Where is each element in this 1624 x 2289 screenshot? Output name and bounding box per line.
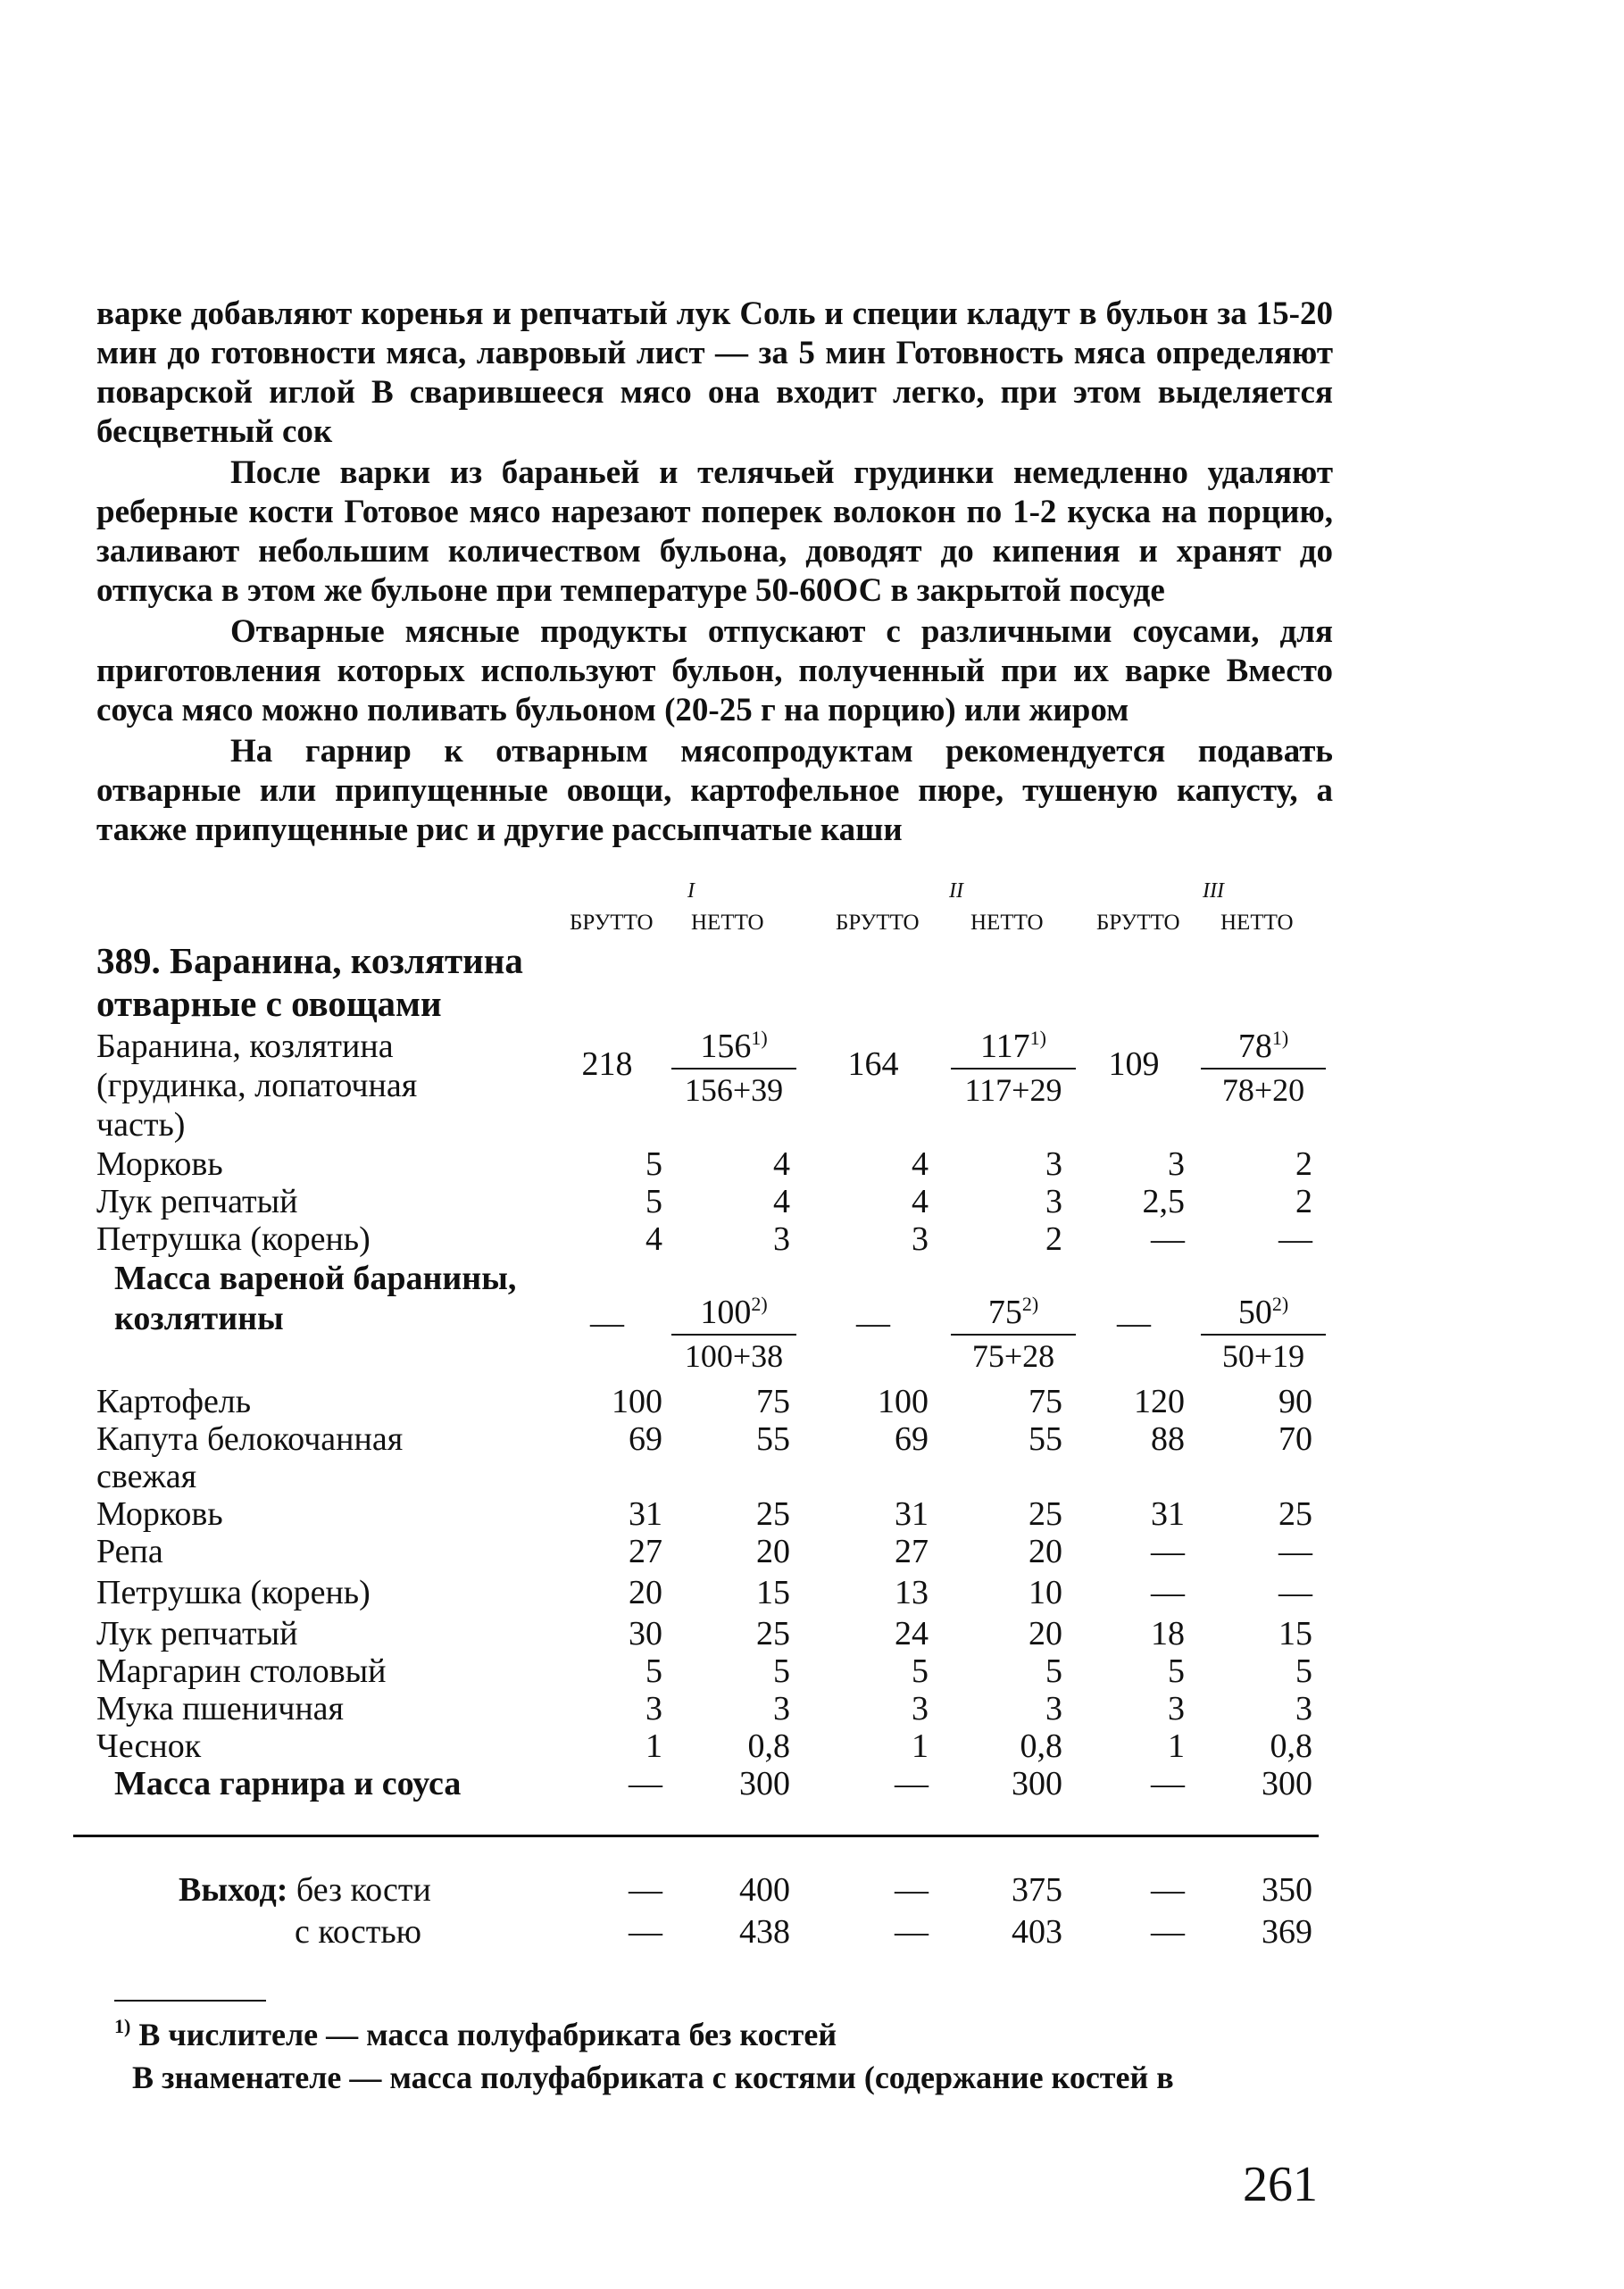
cell-value: 100 [878,1383,929,1420]
cell-value: — [1151,1765,1185,1802]
cell-value: 300 [1012,1765,1062,1802]
paragraph-3: Отварные мясные продукты отпускают с различными соусами, для приготовления которых используют бульон, полученный при их варке Вместо соуса мясо можно поливать бульоном (20-25 г на порцию) или жиром [96,613,1333,728]
footnote-2: В знаменателе — масса полуфабриката с костями (содержание костей в [132,2060,1174,2095]
netto-header: НЕТТО [1220,911,1294,935]
cell-value: 3 [1168,1690,1185,1727]
column-group-2: II [949,879,963,903]
yield-value: 369 [1262,1913,1312,1951]
yield-label-rest: без кости [287,1871,431,1909]
cell-value: 25 [1029,1495,1062,1533]
body-text [96,295,1333,852]
cell-value: — [629,1765,662,1802]
cell-value: 5 [773,1652,790,1690]
cell-value: 4 [773,1183,790,1220]
meat-brutto: 109 [1108,1045,1160,1083]
recipe-title: 389. Баранина, козлятина [96,940,523,981]
boiled-netto-denominator: 100+38 [684,1338,784,1374]
cell-value: 0,8 [747,1727,790,1765]
cell-value: 24 [895,1615,929,1652]
row-label: Картофель [96,1383,252,1420]
cell-value: 1 [912,1727,929,1765]
cell-value: 15 [1278,1615,1312,1652]
cell-value: 75 [756,1383,790,1420]
cell-value: 88 [1151,1420,1185,1458]
footnote-ref: 1) [751,1027,768,1049]
footnote-ref: 1) [1271,1027,1289,1049]
cell-value: 5 [1168,1652,1185,1690]
cell-value: 25 [1278,1495,1312,1533]
fraction-bar [671,1334,796,1336]
boiled-netto-denominator: 50+19 [1221,1338,1305,1374]
cell-value: 3 [1168,1145,1185,1183]
cell-value: 3 [645,1690,662,1727]
cell-value: 20 [1029,1615,1062,1652]
row-label: Чеснок [96,1727,202,1765]
row-label: Масса гарнира и соуса [114,1765,462,1802]
fraction-bar [951,1068,1076,1070]
cell-value: 2 [1045,1220,1062,1258]
cell-value: 55 [1029,1420,1062,1458]
cell-value: 0,8 [1270,1727,1312,1765]
footnote-ref: 2) [1021,1293,1039,1315]
row-label: Лук репчатый [96,1615,298,1652]
row-label-boiled: козлятины [114,1300,284,1337]
boiled-netto-numerator: 50$^{2)}$ [1237,1293,1289,1331]
cell-value: 5 [645,1652,662,1690]
cell-value: 25 [756,1495,790,1533]
fraction-bar [951,1334,1076,1336]
footnote-ref: 2) [1271,1293,1289,1315]
cell-value: 3 [912,1220,929,1258]
cell-value: 10 [1029,1574,1062,1611]
yield-value: 403 [1012,1913,1062,1951]
row-label: Петрушка (корень) [96,1220,371,1258]
cell-value: 5 [645,1183,662,1220]
boiled-netto-numerator: 100$^{2)}$ [700,1293,768,1331]
recipe-subtitle: отварные с овощами [96,983,442,1024]
cell-value: 2 [1295,1145,1312,1183]
yield-label [179,1870,431,1910]
cell-value: 18 [1151,1615,1185,1652]
cell-value: 31 [1151,1495,1185,1533]
cell-value: 25 [756,1615,790,1652]
cell-value: 5 [645,1145,662,1183]
fraction-bar [671,1068,796,1070]
cell-value: 5 [912,1652,929,1690]
netto-header: НЕТТО [691,911,764,935]
footnote-line-1: В числителе — масса полуфабриката без костей [130,2017,837,2052]
row-label: Морковь [96,1145,223,1183]
cell-value: 300 [739,1765,790,1802]
cell-value: 5 [1045,1652,1062,1690]
cell-value: 20 [629,1574,662,1611]
row-label: Маргарин столовый [96,1652,387,1690]
fraction-bar [1201,1068,1326,1070]
yield-label-bone: с костью [295,1913,422,1951]
cell-value: 69 [895,1420,929,1458]
yield-value: 375 [1012,1871,1062,1909]
cell-value: 4 [645,1220,662,1258]
boiled-netto [671,1293,796,1375]
yield-value: — [895,1913,929,1951]
meat-netto-numerator: 78$^{1)}$ [1237,1027,1289,1065]
cell-value: 5 [1295,1652,1312,1690]
brutto-header: БРУТТО [1096,911,1180,935]
footnote-mark: 1) [114,2015,131,2037]
footnote-rule [114,2000,266,2002]
meat-netto-denominator: 156+39 [684,1072,784,1108]
cell-value: — [1151,1533,1185,1570]
cell-value: 3 [1045,1145,1062,1183]
cell-value: — [1278,1533,1312,1570]
row-label: Репа [96,1533,163,1570]
yield-value: — [1151,1913,1185,1951]
cell-value: 90 [1278,1383,1312,1420]
cell-value: 0,8 [1020,1727,1062,1765]
yield-value: — [1151,1871,1185,1909]
cell-value: 20 [1029,1533,1062,1570]
cell-value: 1 [1168,1727,1185,1765]
cell-value: 75 [1029,1383,1062,1420]
cell-value: 69 [629,1420,662,1458]
meat-brutto: 218 [581,1045,633,1083]
cell-value: 27 [895,1533,929,1570]
boiled-brutto: — [856,1304,890,1342]
table-rule [73,1835,1319,1837]
boiled-brutto: — [590,1304,624,1342]
cell-value: 4 [912,1145,929,1183]
cell-value: 31 [895,1495,929,1533]
meat-netto [951,1027,1076,1109]
yield-value: 400 [739,1871,790,1909]
footnote-ref: 1) [1029,1027,1046,1049]
row-label: Петрушка (корень) [96,1574,371,1611]
meat-netto-numerator: 156$^{1)}$ [700,1027,768,1065]
cell-value: 3 [1045,1690,1062,1727]
cell-value: — [1151,1574,1185,1611]
paragraph-4: На гарнир к отварным мясопродуктам рекомендуется подавать отварные или припущенные овощи, картофельное пюре, тушеную капусту, а также припущенные рис и другие рассыпчатые каши [96,733,1333,848]
meat-netto-denominator: 117+29 [964,1072,1062,1108]
brutto-header: БРУТТО [836,911,920,935]
yield-value: — [629,1913,662,1951]
yield-value: 438 [739,1913,790,1951]
cell-value: 20 [756,1533,790,1570]
cell-value: 55 [756,1420,790,1458]
footnote-1 [114,2016,837,2053]
yield-value: — [629,1871,662,1909]
cell-value: 2,5 [1142,1183,1185,1220]
row-label: Лук репчатый [96,1183,298,1220]
cell-value: 120 [1134,1383,1185,1420]
brutto-header: БРУТТО [570,911,654,935]
boiled-netto [951,1293,1076,1375]
cell-value: — [895,1765,929,1802]
row-label-meat: (грудинка, лопаточная [96,1067,418,1104]
cell-value: 70 [1278,1420,1312,1458]
cell-value: 100 [612,1383,662,1420]
page-number: 261 [1243,2157,1318,2212]
cell-value: 4 [773,1145,790,1183]
row-label-meat: часть) [96,1106,186,1144]
boiled-netto-denominator: 75+28 [971,1338,1055,1374]
paragraph-1: варке добавляют коренья и репчатый лук Соль и специи кладут в бульон за 15-20 мин до готовности мяса, лавровый лист — за 5 мин Готовность мяса определяют поварской иглой В сварившееся мясо она входит легко, при этом выделяется бесцветный сок [96,295,1333,450]
cell-value: 3 [912,1690,929,1727]
netto-header: НЕТТО [970,911,1044,935]
row-label: Мука пшеничная [96,1690,345,1727]
cell-value: 3 [1045,1183,1062,1220]
cell-value: — [1278,1574,1312,1611]
yield-value: — [895,1871,929,1909]
cell-value: 2 [1295,1183,1312,1220]
meat-netto [1201,1027,1326,1109]
boiled-netto [1201,1293,1326,1375]
row-label: свежая [96,1458,197,1495]
cell-value: 13 [895,1574,929,1611]
cell-value: 15 [756,1574,790,1611]
meat-netto [671,1027,796,1109]
cell-value: 30 [629,1615,662,1652]
meat-brutto: 164 [847,1045,899,1083]
row-label-meat: Баранина, козлятина [96,1028,394,1065]
cell-value: — [1278,1220,1312,1258]
boiled-brutto: — [1117,1304,1151,1342]
cell-value: 1 [645,1727,662,1765]
paragraph-2: После варки из бараньей и телячьей грудинки немедленно удаляют реберные кости Готовое мясо нарезают поперек волокон по 1-2 куска на порцию, заливают небольшим количеством бульона, доводят до кипения и хранят до отпуска в этом же бульоне при температуре 50-60ОС в закрытой посуде [96,454,1333,609]
cell-value: 31 [629,1495,662,1533]
yield-label-bold: Выход: [179,1871,288,1909]
row-label: Капута белокочанная [96,1420,404,1458]
cell-value: 4 [912,1183,929,1220]
fraction-bar [1201,1334,1326,1336]
meat-netto-numerator: 117$^{1)}$ [980,1027,1046,1065]
cell-value: 3 [773,1690,790,1727]
cell-value: 3 [1295,1690,1312,1727]
meat-netto-denominator: 78+20 [1221,1072,1305,1108]
column-group-3: III [1203,879,1224,903]
column-group-1: I [687,879,695,903]
yield-value: 350 [1262,1871,1312,1909]
boiled-netto-numerator: 75$^{2)}$ [987,1293,1039,1331]
cell-value: — [1151,1220,1185,1258]
cell-value: 3 [773,1220,790,1258]
cell-value: 300 [1262,1765,1312,1802]
row-label: Морковь [96,1495,223,1533]
footnote-ref: 2) [751,1293,768,1315]
cell-value: 27 [629,1533,662,1570]
row-label-boiled: Масса вареной баранины, [114,1260,517,1297]
